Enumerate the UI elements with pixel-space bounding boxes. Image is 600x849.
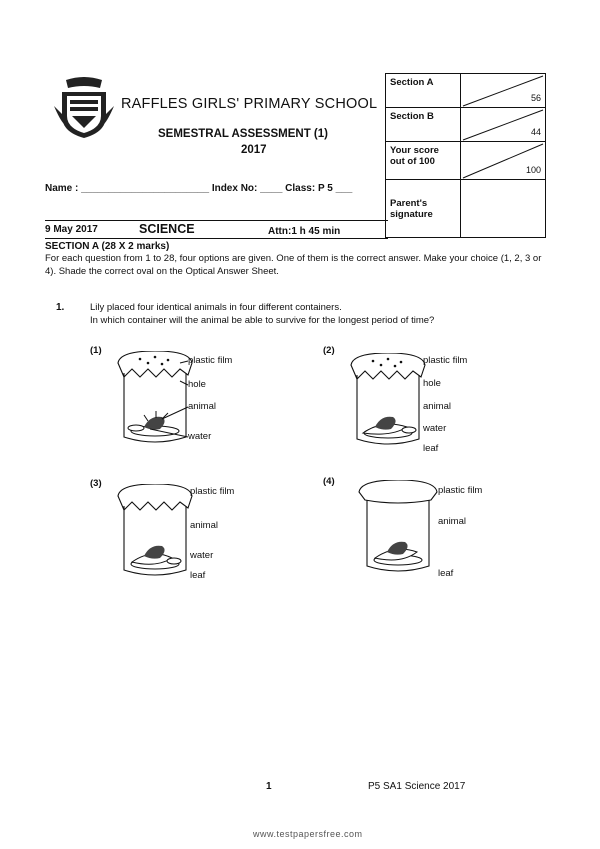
score-label: Section A — [386, 74, 461, 108]
page-number: 1 — [266, 781, 272, 792]
label-animal: animal — [188, 401, 216, 412]
label-plastic-film: plastic film — [423, 355, 468, 366]
score-label: Parent's signature — [386, 180, 461, 238]
school-crest-logo — [52, 76, 116, 140]
label-leaf: leaf — [438, 568, 454, 579]
score-cell — [461, 142, 546, 180]
option-label: (3) — [90, 478, 102, 489]
score-table — [385, 73, 546, 238]
assessment-year: 2017 — [241, 144, 267, 156]
label-water: water — [188, 431, 212, 442]
option-label: (4) — [323, 476, 335, 487]
assessment-title: SEMESTRAL ASSESSMENT (1) — [158, 128, 328, 140]
label-animal: animal — [190, 520, 218, 531]
label-animal: animal — [438, 516, 466, 527]
label-animal: animal — [423, 401, 451, 412]
divider-line — [45, 220, 388, 221]
score-cell — [461, 74, 546, 108]
label-leaf: leaf — [190, 570, 206, 581]
score-value: 100 — [525, 165, 541, 175]
label-plastic-film: plastic film — [190, 486, 235, 497]
label-water: water — [423, 423, 447, 434]
label-plastic-film: plastic film — [188, 355, 233, 366]
score-label: Your score out of 100 — [386, 142, 461, 180]
label-hole: hole — [188, 379, 206, 390]
exam-date: 9 May 2017 — [45, 224, 98, 235]
label-plastic-film: plastic film — [438, 485, 483, 496]
container-illustration — [110, 484, 200, 584]
question-text — [90, 302, 550, 327]
option-3 — [90, 478, 270, 588]
exam-duration: Attn:1 h 45 min — [268, 226, 341, 237]
container-illustration — [353, 480, 443, 580]
option-4 — [323, 476, 523, 586]
label-leader-lines — [150, 359, 190, 439]
school-name: RAFFLES GIRLS' PRIMARY SCHOOL — [121, 96, 378, 112]
option-label: (1) — [90, 345, 102, 356]
score-value: 44 — [530, 127, 541, 137]
subject-title: SCIENCE — [139, 222, 195, 236]
option-2 — [323, 345, 523, 460]
label-water: water — [190, 550, 214, 561]
score-value: 56 — [530, 93, 541, 103]
container-illustration — [343, 353, 433, 453]
question-line: Lily placed four identical animals in four different containers. — [90, 302, 342, 313]
option-1 — [90, 345, 270, 455]
question-number: 1. — [56, 302, 65, 313]
name-index-class-row: Name : _______________________ Index No: ____ Class: P 5 ___ — [45, 183, 353, 194]
score-cell — [461, 108, 546, 142]
question-line: In which container will the animal be able to survive for the longest period of time? — [90, 314, 435, 326]
section-a-instructions: For each question from 1 to 28, four options are given. One of them is the correct answer. Make your choice (1, 2, 3 or 4). Shade the correct oval on the Optical Answer Sheet. — [45, 253, 542, 277]
label-leaf: leaf — [423, 443, 439, 454]
score-label: Section B — [386, 108, 461, 142]
paper-id: P5 SA1 Science 2017 — [368, 781, 466, 792]
watermark: www.testpapersfree.com — [253, 829, 363, 839]
divider-line — [45, 238, 388, 239]
label-hole: hole — [423, 378, 441, 389]
option-label: (2) — [323, 345, 335, 356]
parent-signature-cell — [461, 180, 546, 238]
section-a-title: SECTION A (28 X 2 marks) — [45, 241, 170, 252]
